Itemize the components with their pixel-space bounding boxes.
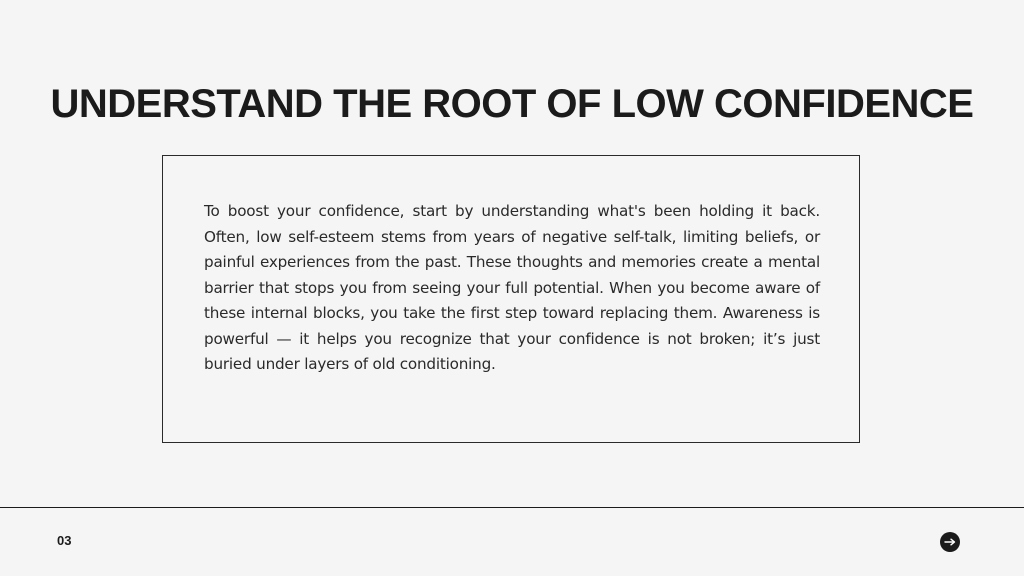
arrow-right-icon: [944, 538, 956, 546]
footer-divider: [0, 507, 1024, 508]
body-text: To boost your confidence, start by understanding what's been holding it back. Often, low self-esteem stems from years of negative self-talk, limiting beliefs, or painful experiences from the past. These thoughts and memories create a mental barrier that stops you from seeing your full potential. When you become aware of these internal blocks, you take the first step toward replacing them. Awareness is powerful — it helps you recognize that your confidence is not broken; it’s just buried under layers of old conditioning.: [204, 202, 820, 373]
slide-title: UNDERSTAND THE ROOT OF LOW CONFIDENCE: [50, 82, 974, 126]
content-box: [162, 155, 860, 443]
next-slide-button[interactable]: [940, 532, 960, 552]
page-number: 03: [57, 533, 72, 548]
